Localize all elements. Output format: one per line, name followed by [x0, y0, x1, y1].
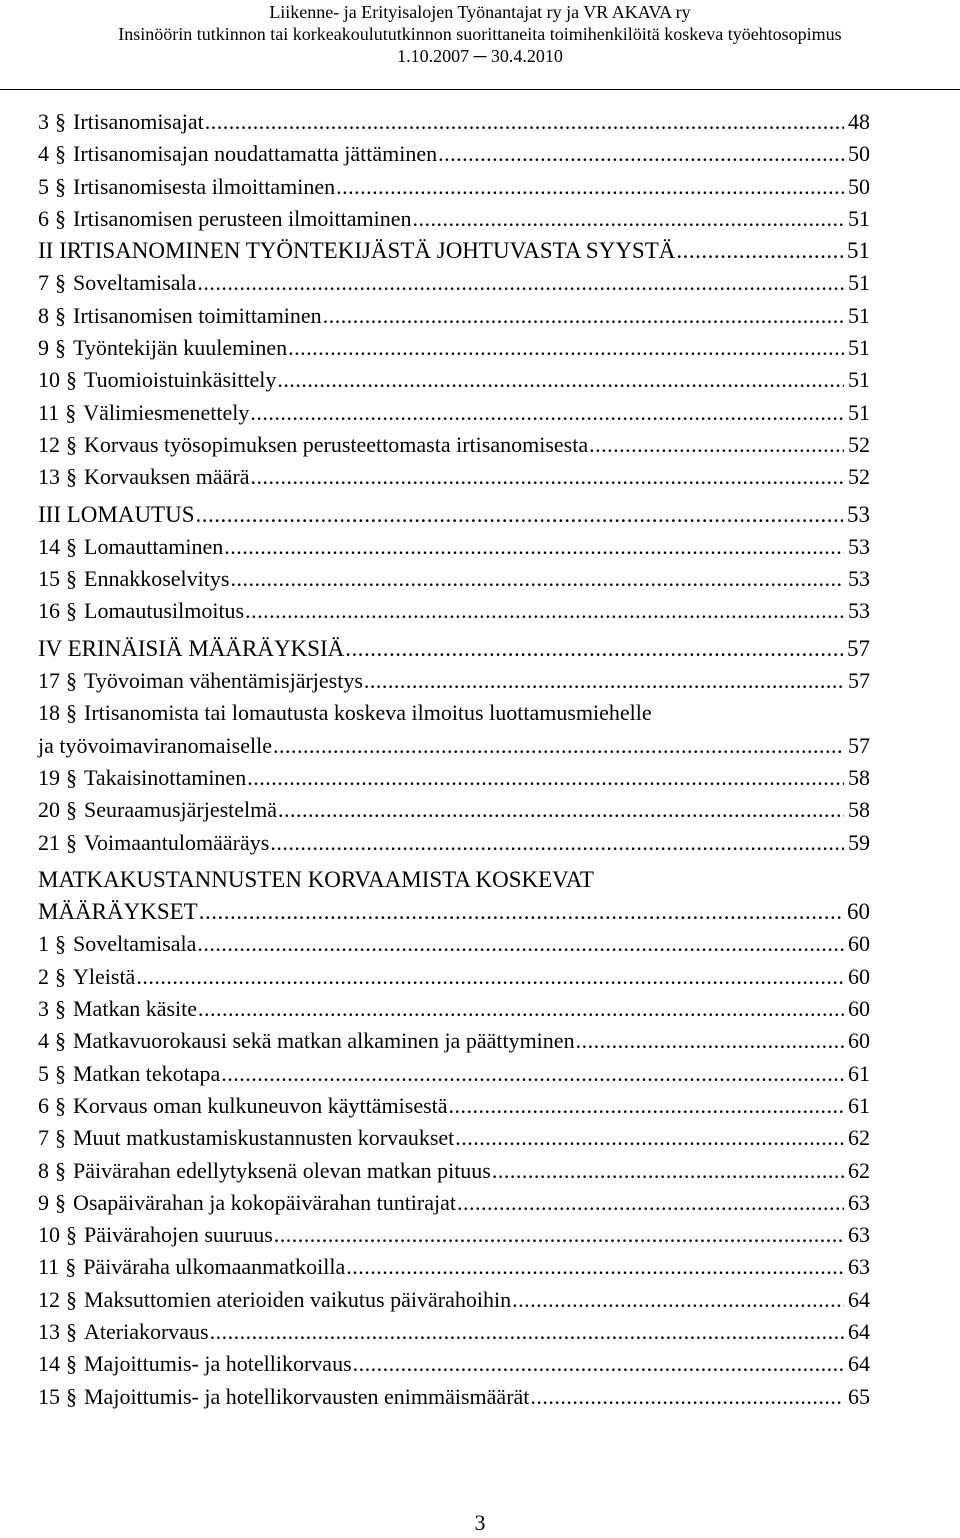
toc-section-heading[interactable] — [38, 864, 870, 929]
toc-page-number: 53 — [848, 566, 870, 592]
toc-page-number: 53 — [848, 533, 870, 559]
dot-leader — [221, 1058, 844, 1090]
toc-page-number: 52 — [848, 464, 870, 490]
toc-entry[interactable] — [38, 827, 870, 859]
page-number: 3 — [474, 1510, 486, 1535]
toc-entry-number: 13 — [38, 464, 60, 490]
section-sign: § — [66, 1222, 77, 1248]
section-sign: § — [55, 963, 66, 989]
toc-page-number: 64 — [848, 1351, 870, 1377]
dot-leader — [278, 794, 844, 826]
toc-entry-title: Tuomioistuinkäsittely — [84, 367, 277, 393]
toc-entry-title: Matkan tekotapa — [73, 1060, 221, 1086]
toc-entry-title: Lomautusilmoitus — [84, 598, 245, 624]
toc-entry-number: 4 — [38, 1028, 49, 1054]
toc-entry[interactable] — [38, 1381, 870, 1413]
toc-entry[interactable] — [38, 171, 870, 203]
dot-leader — [205, 106, 844, 138]
document-header — [0, 0, 960, 90]
toc-entry-title: Korvaus työsopimuksen perusteettomasta irtisanomisesta — [84, 431, 589, 457]
toc-entry[interactable] — [38, 1219, 870, 1251]
toc-entry-number: 3 — [38, 996, 49, 1022]
toc-entry[interactable] — [38, 364, 870, 396]
toc-entry[interactable] — [38, 762, 870, 794]
dot-leader — [245, 595, 844, 627]
toc-entry[interactable] — [38, 531, 870, 563]
toc-entry-title: Majoittumis- ja hotellikorvausten enimmäismäärät — [84, 1383, 530, 1409]
toc-entry-title: Matkavuorokausi sekä matkan alkaminen ja päättyminen — [73, 1028, 575, 1054]
dot-leader — [676, 235, 843, 267]
toc-entry-title: Muut matkustamiskustannusten korvaukset — [73, 1125, 455, 1151]
toc-entry[interactable] — [38, 1090, 870, 1122]
section-sign: § — [55, 205, 66, 231]
dot-leader — [251, 461, 844, 493]
header-parties: Liikenne- ja Erityisalojen Työnantajat ry ja VR AKAVA ry — [269, 2, 691, 22]
toc-page-number: 51 — [847, 238, 870, 264]
section-sign: § — [55, 1028, 66, 1054]
toc-entry[interactable] — [38, 1316, 870, 1348]
dot-leader — [230, 563, 844, 595]
section-sign: § — [55, 996, 66, 1022]
toc-entry-title: Päivärahojen suuruus — [84, 1222, 273, 1248]
toc-page-number: 53 — [847, 501, 870, 527]
dot-leader — [364, 665, 844, 697]
toc-entry[interactable] — [38, 138, 870, 170]
toc-entry-title: Irtisanomisesta ilmoittaminen — [73, 173, 336, 199]
toc-entry-title: Soveltamisala — [73, 270, 197, 296]
dot-leader — [274, 1219, 844, 1251]
toc-entry[interactable] — [38, 928, 870, 960]
toc-section-heading[interactable] — [38, 633, 870, 665]
toc-entry-number: 6 — [38, 205, 49, 231]
toc-entry-title: Majoittumis- ja hotellikorvaus — [84, 1351, 352, 1377]
toc-entry-number: 8 — [38, 302, 49, 328]
toc-entry-title: Päivärahan edellytyksenä olevan matkan pituus — [73, 1157, 491, 1183]
toc-entry[interactable] — [38, 1058, 870, 1090]
toc-entry-number: 9 — [38, 1189, 49, 1215]
toc-entry[interactable] — [38, 1025, 870, 1057]
dot-leader — [353, 1348, 844, 1380]
toc-entry[interactable] — [38, 300, 870, 332]
dot-leader — [250, 397, 844, 429]
toc-entry-title: III LOMAUTUS — [38, 501, 195, 527]
section-sign: § — [66, 367, 77, 393]
section-sign: § — [55, 173, 66, 199]
section-sign: § — [55, 1092, 66, 1118]
toc-entry-title: MATKAKUSTANNUSTEN KORVAAMISTA KOSKEVAT — [38, 866, 594, 892]
toc-entry-number: 5 — [38, 1060, 49, 1086]
toc-entry[interactable] — [38, 993, 870, 1025]
toc-entry[interactable] — [38, 697, 870, 762]
toc-entry-title: Päiväraha ulkomaanmatkoilla — [83, 1254, 346, 1280]
section-sign: § — [66, 598, 77, 624]
toc-entry-number: 12 — [38, 431, 60, 457]
toc-page-number: 51 — [848, 335, 870, 361]
toc-entry-title: Työvoiman vähentämisjärjestys — [84, 668, 363, 694]
dot-leader — [270, 827, 844, 859]
toc-entry-number: 17 — [38, 668, 60, 694]
toc-entry-number: 10 — [38, 1222, 60, 1248]
section-sign: § — [55, 141, 66, 167]
toc-page-number: 51 — [848, 399, 870, 425]
toc-page-number: 60 — [848, 931, 870, 957]
toc-entry[interactable] — [38, 794, 870, 826]
toc-page-number: 58 — [848, 764, 870, 790]
toc-page-number: 63 — [848, 1222, 870, 1248]
toc-entry-number: 20 — [38, 797, 60, 823]
dot-leader — [273, 730, 844, 762]
toc-entry-title: Osapäivärahan ja kokopäivärahan tuntirajat — [73, 1189, 457, 1215]
section-sign: § — [66, 533, 77, 559]
toc-page-number: 61 — [848, 1060, 870, 1086]
toc-entry[interactable] — [38, 563, 870, 595]
toc-entry-title: Maksuttomien aterioiden vaikutus päivärahoihin — [84, 1286, 512, 1312]
toc-entry[interactable] — [38, 429, 870, 461]
toc-entry-number: 5 — [38, 173, 49, 199]
toc-entry-title: Yleistä — [73, 963, 136, 989]
toc-page-number: 62 — [848, 1157, 870, 1183]
toc-entry-number: 15 — [38, 1383, 60, 1409]
toc-section-heading[interactable] — [38, 235, 870, 267]
toc-page-number: 51 — [848, 270, 870, 296]
toc-entry-title: IV ERINÄISIÄ MÄÄRÄYKSIÄ — [38, 635, 345, 661]
dot-leader — [199, 896, 843, 928]
toc-page-number: 60 — [848, 996, 870, 1022]
dot-leader — [449, 1090, 844, 1122]
toc-entry[interactable] — [38, 1122, 870, 1154]
dot-leader — [288, 332, 844, 364]
toc-entry-title-continued: MÄÄRÄYKSET — [38, 899, 198, 925]
header-agreement-title: Insinöörin tutkinnon tai korkeakoulututkinnon suorittaneita toimihenkilöitä koskeva työehtosopimus — [118, 24, 842, 44]
toc-entry-title: Irtisanomista tai lomautusta koskeva ilmoitus luottamusmiehelle — [84, 700, 652, 726]
toc-entry-title: Ateriakorvaus — [84, 1318, 209, 1344]
dot-leader — [576, 1025, 844, 1057]
section-sign: § — [65, 1254, 77, 1280]
toc-entry-number: 10 — [38, 367, 60, 393]
dot-leader — [197, 928, 844, 960]
dot-leader — [457, 1187, 844, 1219]
toc-entry-title: Irtisanomisen toimittaminen — [73, 302, 322, 328]
toc-page-number: 57 — [848, 668, 870, 694]
toc-entry-title: Irtisanomisen perusteen ilmoittaminen — [73, 205, 412, 231]
toc-entry-title: Matkan käsite — [73, 996, 198, 1022]
toc-entry-title: Ennakkoselvitys — [84, 566, 230, 592]
toc-page-number: 50 — [848, 141, 870, 167]
toc-entry-number: 14 — [38, 533, 60, 559]
toc-entry-number: 9 — [38, 335, 49, 361]
toc-page-number: 61 — [848, 1092, 870, 1118]
section-sign: § — [55, 1189, 66, 1215]
toc-entry-number: 18 — [38, 700, 60, 726]
header-validity-period: 1.10.2007 ─ 30.4.2010 — [397, 46, 563, 66]
toc-page-number: 57 — [848, 732, 870, 758]
toc-entry-number: 19 — [38, 764, 60, 790]
toc-entry-title: Korvaus oman kulkuneuvon käyttämisestä — [73, 1092, 448, 1118]
toc-entry-number: 2 — [38, 963, 49, 989]
toc-page-number: 50 — [848, 173, 870, 199]
toc-page-number: 59 — [848, 829, 870, 855]
dot-leader — [530, 1381, 844, 1413]
dot-leader — [346, 1251, 844, 1283]
section-sign: § — [66, 1318, 77, 1344]
toc-entry-number: 7 — [38, 1125, 49, 1151]
toc-entry-title: Korvauksen määrä — [84, 464, 250, 490]
dot-leader — [455, 1122, 844, 1154]
toc-entry-title: Irtisanomisajan noudattamatta jättäminen — [73, 141, 438, 167]
section-sign: § — [55, 270, 66, 296]
section-sign: § — [66, 566, 77, 592]
toc-entry-title: Työntekijän kuuleminen — [73, 335, 288, 361]
toc-page-number: 60 — [848, 963, 870, 989]
section-sign: § — [55, 1157, 66, 1183]
section-sign: § — [55, 931, 66, 957]
toc-entry-title: Irtisanomisajat — [73, 109, 204, 134]
toc-entry-number: 11 — [38, 1254, 60, 1280]
toc-entry-number: 6 — [38, 1092, 49, 1118]
toc-page-number: 62 — [848, 1125, 870, 1151]
section-sign: § — [66, 1351, 77, 1377]
section-sign: § — [55, 109, 66, 134]
toc-entry-number: 7 — [38, 270, 49, 296]
dot-leader — [412, 203, 844, 235]
toc-entry-title: Lomauttaminen — [84, 533, 224, 559]
dot-leader — [224, 531, 844, 563]
section-sign: § — [66, 764, 77, 790]
toc-entry-title: II IRTISANOMINEN TYÖNTEKIJÄSTÄ JOHTUVASTA SYYSTÄ — [38, 238, 676, 264]
toc-entry-number: 3 — [38, 109, 49, 134]
toc-entry[interactable] — [38, 461, 870, 493]
toc-entry[interactable] — [38, 1348, 870, 1380]
toc-entry-title: Voimaantulomääräys — [84, 829, 270, 855]
toc-entry[interactable] — [38, 961, 870, 993]
section-sign: § — [66, 700, 77, 726]
section-sign: § — [66, 1286, 77, 1312]
section-sign: § — [66, 829, 77, 855]
toc-section-heading[interactable] — [38, 499, 870, 531]
toc-entry[interactable] — [38, 332, 870, 364]
toc-entry[interactable] — [38, 595, 870, 627]
toc-page-number: 51 — [848, 205, 870, 231]
toc-entry[interactable] — [38, 106, 870, 138]
toc-entry[interactable] — [38, 1155, 870, 1187]
toc-entry[interactable] — [38, 397, 870, 429]
toc-entry-title-continued: ja työvoimaviranomaiselle — [38, 732, 272, 758]
toc-entry-number: 11 — [38, 399, 60, 425]
toc-entry-title: Takaisinottaminen — [84, 764, 247, 790]
dot-leader — [323, 300, 844, 332]
dot-leader — [277, 364, 844, 396]
toc-entry-number: 14 — [38, 1351, 60, 1377]
toc-entry[interactable] — [38, 1284, 870, 1316]
toc-entry-number: 21 — [38, 829, 60, 855]
section-sign: § — [66, 797, 77, 823]
toc-entry-title: Välimiesmenettely — [83, 399, 250, 425]
toc-page-number: 57 — [847, 635, 870, 661]
section-sign: § — [66, 668, 77, 694]
section-sign: § — [55, 1125, 66, 1151]
toc-entry[interactable] — [38, 1251, 870, 1283]
toc-page-number: 48 — [848, 109, 870, 134]
section-sign: § — [55, 1060, 66, 1086]
toc-entry-number: 15 — [38, 566, 60, 592]
section-sign: § — [66, 1383, 77, 1409]
toc-page-number: 51 — [848, 302, 870, 328]
toc-page-number: 60 — [847, 899, 870, 925]
dot-leader — [345, 633, 843, 665]
toc-entry[interactable] — [38, 203, 870, 235]
dot-leader — [210, 1316, 844, 1348]
toc-entry-title: Seuraamusjärjestelmä — [84, 797, 278, 823]
toc-entry-number: 4 — [38, 141, 49, 167]
toc-entry[interactable] — [38, 665, 870, 697]
toc-entry-number: 13 — [38, 1318, 60, 1344]
dot-leader — [589, 429, 844, 461]
toc-entry[interactable] — [38, 267, 870, 299]
dot-leader — [512, 1284, 844, 1316]
dot-leader — [197, 267, 844, 299]
toc-page-number: 64 — [848, 1318, 870, 1344]
section-sign: § — [66, 464, 77, 490]
dot-leader — [336, 171, 844, 203]
dot-leader — [196, 499, 843, 531]
section-sign: § — [66, 431, 77, 457]
toc-entry-number: 8 — [38, 1157, 49, 1183]
dot-leader — [492, 1155, 844, 1187]
toc-page-number: 63 — [848, 1254, 870, 1280]
toc-entry[interactable] — [38, 1187, 870, 1219]
toc-page-number: 51 — [848, 367, 870, 393]
section-sign: § — [55, 335, 66, 361]
toc-page-number: 58 — [848, 797, 870, 823]
toc-page-number: 60 — [848, 1028, 870, 1054]
dot-leader — [136, 961, 844, 993]
dot-leader — [438, 138, 844, 170]
table-of-contents — [38, 106, 870, 1413]
section-sign: § — [55, 302, 66, 328]
toc-entry-number: 16 — [38, 598, 60, 624]
dot-leader — [247, 762, 844, 794]
toc-page-number: 65 — [848, 1383, 870, 1409]
toc-page-number: 52 — [848, 431, 870, 457]
section-sign: § — [65, 399, 77, 425]
toc-page-number: 64 — [848, 1286, 870, 1312]
toc-entry-number: 1 — [38, 931, 49, 957]
dot-leader — [198, 993, 844, 1025]
toc-page-number: 63 — [848, 1189, 870, 1215]
toc-page-number: 53 — [848, 598, 870, 624]
toc-entry-number: 12 — [38, 1286, 60, 1312]
toc-entry-title: Soveltamisala — [73, 931, 197, 957]
